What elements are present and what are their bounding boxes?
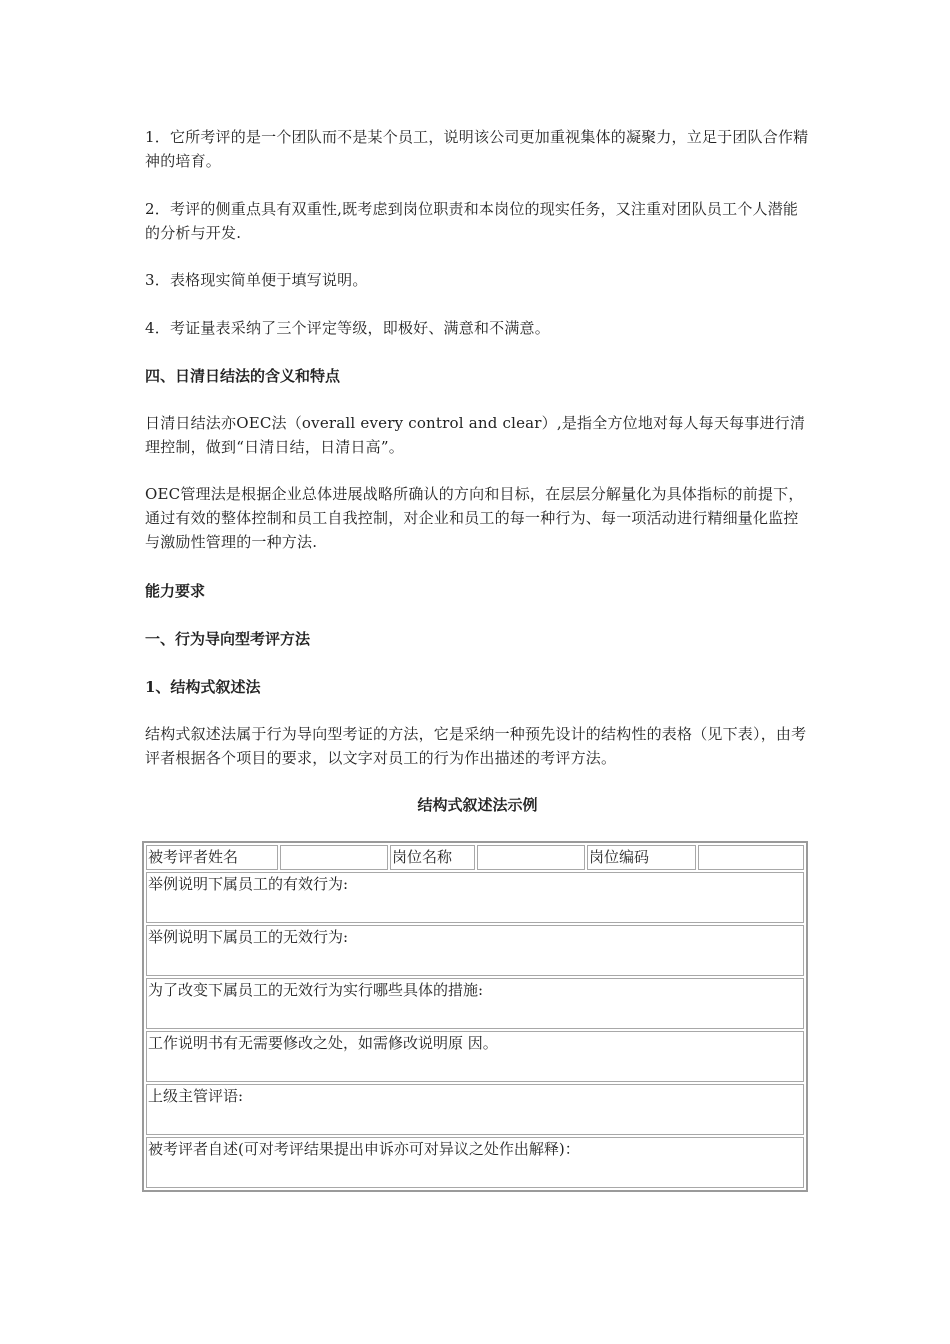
paragraph-point-2: 2．考评的侧重点具有双重性,既考虑到岗位职责和本岗位的现实任务，又注重对团队员工个人潜能的分析与开发. bbox=[145, 200, 799, 242]
position-value-cell bbox=[477, 845, 585, 870]
paragraph-point-1: 1．它所考评的是一个团队而不是某个员工，说明该公司更加重视集体的凝聚力，立足于团队合作精神的培育。 bbox=[145, 128, 809, 170]
paragraph-oec-management: OEC管理法是根据企业总体进展战略所确认的方向和目标，在层层分解量化为具体指标的前提下，通过有效的整体控制和员工自我控制，对企业和员工的每一种行为、每一项活动进行精细量化监控与激励性管理的一种方法. bbox=[145, 485, 804, 551]
ineffective-behavior-cell: 举例说明下属员工的无效行为: bbox=[146, 925, 804, 976]
code-label-cell: 岗位编码 bbox=[587, 845, 696, 870]
name-label-cell: 被考评者姓名 bbox=[146, 845, 278, 870]
evaluation-form-table bbox=[142, 841, 808, 1192]
code-value-cell bbox=[698, 845, 804, 870]
effective-behavior-cell: 举例说明下属员工的有效行为: bbox=[146, 872, 804, 923]
section-heading-ability: 能力要求 bbox=[145, 582, 206, 600]
job-description-cell: 工作说明书有无需要修改之处，如需修改说明原 因。 bbox=[146, 1031, 804, 1082]
table-row bbox=[146, 925, 804, 976]
self-statement-cell: 被考评者自述(可对考评结果提出申诉亦可对异议之处作出解释)： bbox=[146, 1137, 804, 1188]
table-row bbox=[146, 978, 804, 1029]
paragraph-point-3: 3．表格现实简单便于填写说明。 bbox=[145, 271, 368, 289]
name-value-cell bbox=[280, 845, 388, 870]
table-caption: 结构式叙述法示例 bbox=[417, 796, 538, 814]
section-heading-oec: 四、日清日结法的含义和特点 bbox=[145, 367, 341, 385]
paragraph-structured-method: 结构式叙述法属于行为导向型考证的方法，它是采纳一种预先设计的结构性的表格（见下表），由考评者根据各个项目的要求，以文字对员工的行为作出描述的考评方法。 bbox=[145, 725, 807, 767]
subsection-heading-structured: 1、结构式叙述法 bbox=[145, 678, 261, 696]
improvement-measures-cell: 为了改变下属员工的无效行为实行哪些具体的措施: bbox=[146, 978, 804, 1029]
table-row bbox=[146, 1137, 804, 1188]
section-heading-behavior: 一、行为导向型考评方法 bbox=[145, 630, 311, 648]
table-row bbox=[146, 1084, 804, 1135]
paragraph-oec-definition: 日清日结法亦OEC法（overall every control and clear）,是指全方位地对每人每天每事进行清理控制，做到“日清日结，日清日高”。 bbox=[145, 414, 806, 456]
table-row bbox=[146, 872, 804, 923]
table-row bbox=[146, 1031, 804, 1082]
position-label-cell: 岗位名称 bbox=[390, 845, 475, 870]
table-header-row bbox=[146, 845, 804, 870]
supervisor-comment-cell: 上级主管评语: bbox=[146, 1084, 804, 1135]
paragraph-point-4: 4．考证量表采纳了三个评定等级，即极好、满意和不满意。 bbox=[145, 319, 550, 337]
